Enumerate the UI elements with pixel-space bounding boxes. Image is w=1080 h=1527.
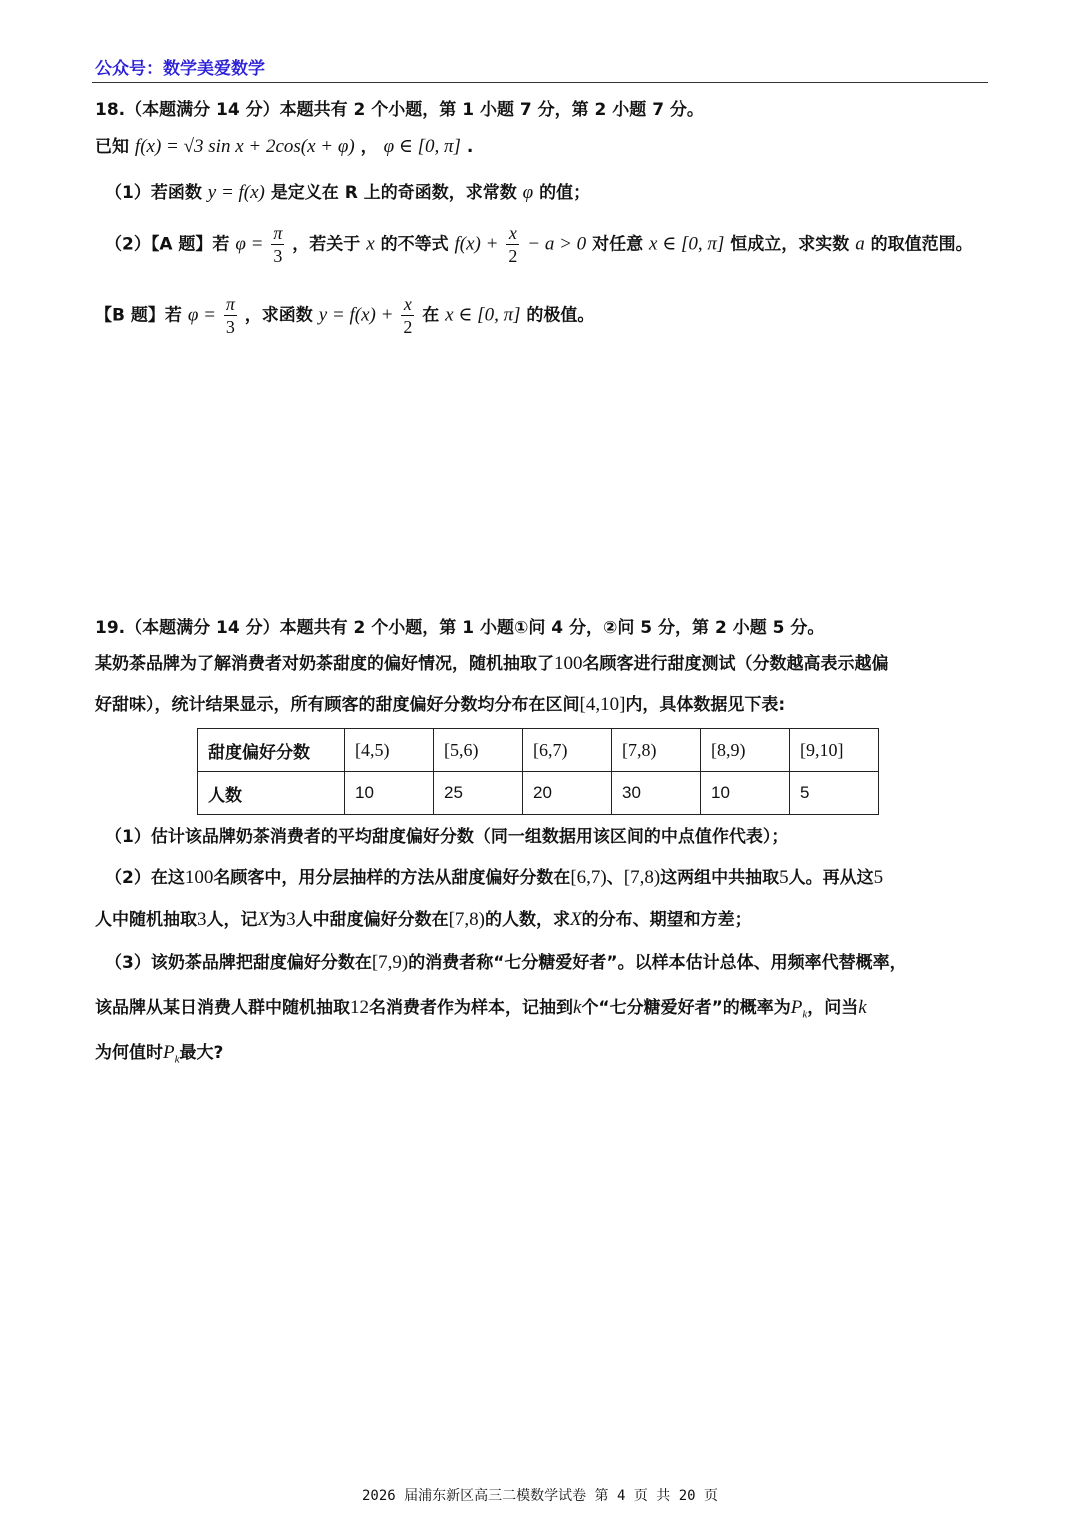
q19-intro2-b: 内，具体数据见下表: (625, 695, 786, 715)
q19-part2-line2 (95, 905, 752, 931)
q19-p3l3-sub: k (174, 1053, 180, 1066)
q19-p2l2-c: 为 (269, 910, 287, 930)
q19-p3-int: [7,9) (371, 952, 409, 973)
table-cell: 25 (434, 772, 523, 815)
table-cell: 10 (701, 772, 790, 815)
q18-p1-end: 的值； (539, 183, 591, 203)
q19-p3l2-b: 名消费者作为样本，记抽到 (369, 998, 573, 1018)
q18-title: 18.（本题满分 14 分）本题共有 2 个小题，第 1 小题 7 分，第 2 小题 7 分。 (95, 100, 704, 120)
q18-given-domain: φ ∈ [0, π] (383, 136, 461, 157)
q19-p3l3-P: P (163, 1042, 175, 1063)
table-cell: 20 (523, 772, 612, 815)
q18-p2-x: x (366, 233, 375, 255)
q18-p1-prefix: （1）若函数 (105, 183, 202, 203)
q18-b-text2: 在 (422, 305, 440, 326)
q19-p2-a: （2）在这 (105, 868, 185, 888)
q19-p3l2-sub: k (802, 1008, 808, 1021)
table-cell: [8,9) (701, 729, 790, 772)
sweetness-table (197, 728, 879, 815)
q18-given-prefix: 已知 (95, 137, 129, 157)
q18-part2 (105, 222, 973, 267)
q18-p2-frac2-den: 2 (508, 246, 518, 266)
q18-p2-text3: 对任意 (592, 234, 644, 255)
q19-p3l2-d: ，问当 (807, 998, 859, 1018)
q18-b-prefix: 【B 题】若 (95, 305, 182, 326)
q18-b-frac-den: 3 (225, 317, 235, 337)
q18-p1-formula: y = f(x) (207, 182, 265, 203)
q18-p2-phi: φ = (235, 233, 264, 255)
table-row (198, 729, 879, 772)
q18-p2-text1: ，若关于 (292, 234, 361, 255)
q19-p2-d: 这两组中共抽取 (660, 868, 780, 888)
q19-p2l2-X: X (257, 909, 270, 930)
q18-p2-fx: f(x) + (454, 233, 499, 255)
q18-p2-text2: 的不等式 (380, 234, 449, 255)
q19-p3-a: （3）该奶茶品牌把甜度偏好分数在 (105, 953, 372, 973)
q19-p2-e: 人。再从这 (788, 868, 874, 888)
q18-p2-frac-den: 3 (273, 246, 283, 266)
table-cell: [6,7) (523, 729, 612, 772)
q18-p2-prefix: （2）【A 题】若 (105, 234, 230, 255)
q19-p3l2-k2: k (858, 997, 867, 1018)
q18-partB (95, 293, 594, 338)
q18-p2-ineq: − a > 0 (527, 233, 587, 255)
q19-p2l2-int: [7,8) (448, 909, 486, 930)
table-cell: [4,5) (345, 729, 434, 772)
q18-p2-domain: x ∈ [0, π] (649, 233, 725, 255)
q19-p3l3-b: 最大? (179, 1043, 224, 1063)
q19-p2l2-e: 的人数，求 (485, 910, 571, 930)
q19-p2-n: 100 (184, 867, 214, 888)
q18-p2-end: 的取值范围。 (870, 234, 973, 255)
q19-p3-b: 的消费者称“七分糖爱好者”。以样本估计总体、用频率代替概率， (408, 953, 907, 973)
q19-p2-c: 、 (606, 868, 624, 888)
q19-part3-line3 (95, 1038, 223, 1065)
q18-b-frac-num: π (225, 294, 235, 314)
q18-given-end: . (466, 137, 474, 157)
q19-intro1-b: 名顾客进行甜度测试（分数越高表示越偏 (582, 654, 889, 674)
q19-p3l2-k: k (573, 997, 582, 1018)
table-cell: 30 (612, 772, 701, 815)
q18-b-domain: x ∈ [0, π] (445, 304, 521, 326)
q19-part1: （1）估计该品牌奶茶消费者的平均甜度偏好分数（同一组数据用该区间的中点值作代表）； (105, 827, 789, 847)
q18-given-formula: f(x) = √3 sin x + 2cos(x + φ) (134, 136, 355, 157)
q19-p2l2-three2: 3 (286, 909, 296, 930)
q18-b-end: 的极值。 (526, 305, 595, 326)
q18-b-fraction (224, 293, 237, 338)
q18-b-frac2-num: x (401, 293, 414, 316)
q19-p2l2-f: 的分布、期望和方差； (581, 910, 752, 930)
q19-intro1-a: 某奶茶品牌为了解消费者对奶茶甜度的偏好情况，随机抽取了 (95, 654, 554, 674)
q19-p2l2-three: 3 (197, 909, 207, 930)
q18-p2-frac-num: π (273, 223, 283, 243)
q18-b-phi: φ = (187, 304, 216, 326)
q18-p2-text4: 恒成立，求实数 (730, 234, 850, 255)
q18-part1 (105, 178, 590, 204)
table-row (198, 772, 879, 815)
table-cell: [9,10] (790, 729, 879, 772)
q19-p2l2-X2: X (570, 909, 582, 930)
page-footer: 2026 届浦东新区高三二模数学试卷 第 4 页 共 20 页 (361, 1488, 718, 1504)
q19-intro2-interval: [4,10] (579, 694, 626, 715)
q19-intro-line2 (95, 690, 785, 716)
q18-p2-fraction2 (506, 222, 519, 267)
q19-p2l2-b: 人，记 (206, 910, 258, 930)
q18-b-fx: y = f(x) + (318, 304, 394, 326)
q19-part3-line2 (95, 993, 867, 1020)
q19-p2-i1: [6,7) (570, 867, 607, 888)
q19-p2l2-d: 人中甜度偏好分数在 (295, 910, 449, 930)
q18-b-text1: ，求函数 (244, 305, 313, 326)
q18-b-fraction2 (401, 293, 414, 338)
q19-p3l2-n: 12 (350, 997, 369, 1018)
q18-given (95, 132, 473, 158)
table-cell: [5,6) (434, 729, 523, 772)
q19-p3l3-a: 为何值时 (95, 1043, 163, 1063)
q19-p2-five: 5 (779, 867, 789, 888)
q19-intro2-a: 好甜味），统计结果显示，所有顾客的甜度偏好分数均分布在区间 (95, 695, 580, 715)
q19-p2-b: 名顾客中，用分层抽样的方法从甜度偏好分数在 (213, 868, 571, 888)
q19-part2-line1 (105, 863, 883, 889)
q19-p3l2-c: 个“七分糖爱好者”的概率为 (581, 998, 791, 1018)
q18-p2-fraction (271, 222, 284, 267)
table-cell: [7,8) (612, 729, 701, 772)
q18-p1-var: φ (522, 182, 534, 203)
q18-b-frac2-den: 2 (403, 317, 413, 337)
header-divider (92, 82, 988, 83)
q19-p3l2-a: 该品牌从某日消费人群中随机抽取 (95, 998, 350, 1018)
table-cell: 5 (790, 772, 879, 815)
header-account: 公众号：数学美爱数学 (95, 59, 265, 79)
q18-p1-mid: 是定义在 R 上的奇函数，求常数 (270, 183, 517, 203)
table-header-count: 人数 (198, 772, 345, 815)
q19-intro-line1 (95, 649, 889, 675)
q18-p2-frac2-num: x (506, 222, 519, 245)
table-header-score: 甜度偏好分数 (198, 729, 345, 772)
table-cell: 10 (345, 772, 434, 815)
q19-p2-i2: [7,8) (623, 867, 661, 888)
q19-title: 19.（本题满分 14 分）本题共有 2 个小题，第 1 小题①问 4 分，②问 5 分，第 2 小题 5 分。 (95, 618, 825, 638)
q19-intro1-n: 100 (554, 653, 583, 674)
q18-p2-a: a (855, 233, 865, 255)
q19-p3l2-P: P (790, 997, 803, 1018)
q19-p2-five2: 5 (873, 867, 884, 888)
q18-given-sep: ， (360, 137, 378, 157)
q19-p2l2-a: 人中随机抽取 (95, 910, 197, 930)
q19-part3-line1 (105, 948, 907, 974)
